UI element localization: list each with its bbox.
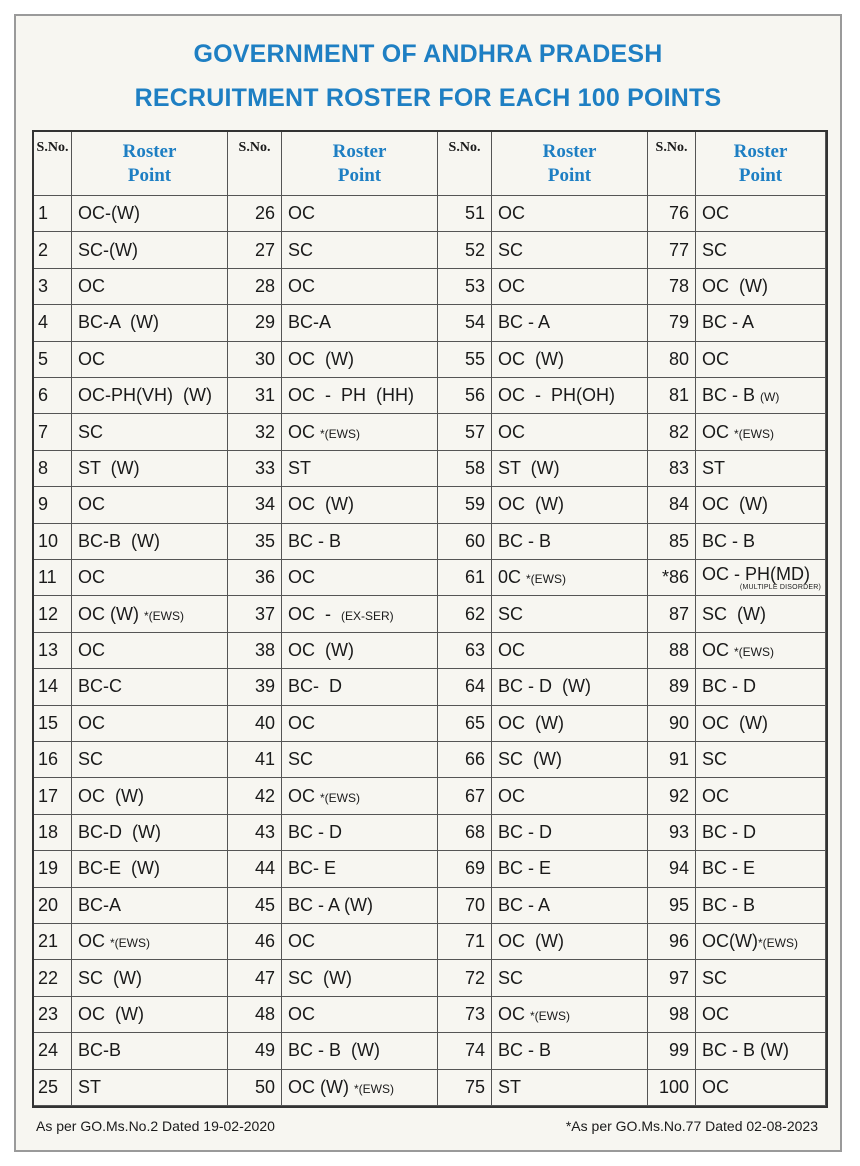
serial-number: 60 <box>438 524 492 560</box>
serial-number: 82 <box>648 414 696 450</box>
roster-point: SC (W) <box>492 742 648 778</box>
roster-point: OC - PH (HH) <box>282 378 438 414</box>
roster-point: BC - A <box>492 305 648 341</box>
roster-point: BC-A <box>282 305 438 341</box>
roster-point: OC <box>696 778 826 814</box>
serial-number: 98 <box>648 997 696 1033</box>
serial-number: 18 <box>34 815 72 851</box>
serial-number: 53 <box>438 269 492 305</box>
roster-point: OC *(EWS) <box>282 778 438 814</box>
serial-number: 97 <box>648 960 696 996</box>
roster-point: OC <box>72 487 228 523</box>
serial-number: 65 <box>438 706 492 742</box>
roster-point: OC <box>282 706 438 742</box>
roster-point: OC - PH(MD) (MULTIPLE DISORDER) <box>696 560 826 596</box>
roster-point: OC *(EWS) <box>282 414 438 450</box>
roster-point: BC - B <box>282 524 438 560</box>
serial-number: 92 <box>648 778 696 814</box>
serial-number: 96 <box>648 924 696 960</box>
roster-point: OC <box>492 633 648 669</box>
roster-point: SC (W) <box>696 596 826 632</box>
serial-number: 75 <box>438 1070 492 1106</box>
roster-point: BC - D <box>282 815 438 851</box>
serial-number: 72 <box>438 960 492 996</box>
roster-point: OC <box>492 414 648 450</box>
roster-point: OC(W)*(EWS) <box>696 924 826 960</box>
serial-number: 38 <box>228 633 282 669</box>
header-sno: S.No. <box>228 132 282 196</box>
roster-point: BC - D <box>696 669 826 705</box>
roster-point: SC (W) <box>72 960 228 996</box>
roster-point: BC-B (W) <box>72 524 228 560</box>
roster-point: SC <box>492 960 648 996</box>
roster-point: OC (W) <box>282 342 438 378</box>
serial-number: 8 <box>34 451 72 487</box>
serial-number: 67 <box>438 778 492 814</box>
roster-point: BC-C <box>72 669 228 705</box>
serial-number: 4 <box>34 305 72 341</box>
serial-number: 62 <box>438 596 492 632</box>
roster-point: OC <box>282 560 438 596</box>
serial-number: 36 <box>228 560 282 596</box>
roster-point: BC-B <box>72 1033 228 1069</box>
roster-point: BC - A (W) <box>282 888 438 924</box>
serial-number: 47 <box>228 960 282 996</box>
serial-number: 84 <box>648 487 696 523</box>
serial-number: 59 <box>438 487 492 523</box>
roster-point: SC <box>282 232 438 268</box>
roster-point: OC <box>696 1070 826 1106</box>
roster-point: OC (W) <box>282 487 438 523</box>
serial-number: 55 <box>438 342 492 378</box>
roster-point: SC <box>72 742 228 778</box>
serial-number: 78 <box>648 269 696 305</box>
serial-number: 5 <box>34 342 72 378</box>
header-sno: S.No. <box>648 132 696 196</box>
roster-point: ST (W) <box>492 451 648 487</box>
roster-point: BC- E <box>282 851 438 887</box>
roster-point-note: (MULTIPLE DISORDER) <box>739 584 821 592</box>
serial-number: 66 <box>438 742 492 778</box>
roster-point: 0C *(EWS) <box>492 560 648 596</box>
serial-number: 19 <box>34 851 72 887</box>
serial-number: 24 <box>34 1033 72 1069</box>
roster-page <box>14 14 842 1152</box>
roster-point: BC-A <box>72 888 228 924</box>
serial-number: 9 <box>34 487 72 523</box>
roster-point: BC - A <box>696 305 826 341</box>
serial-number: 70 <box>438 888 492 924</box>
serial-number: 56 <box>438 378 492 414</box>
roster-point: OC (W) <box>72 778 228 814</box>
roster-point: SC <box>696 960 826 996</box>
roster-point: OC *(EWS) <box>696 414 826 450</box>
serial-number: 30 <box>228 342 282 378</box>
serial-number: 69 <box>438 851 492 887</box>
roster-point: BC - E <box>696 851 826 887</box>
serial-number: 35 <box>228 524 282 560</box>
roster-point: OC (W) *(EWS) <box>72 596 228 632</box>
serial-number: 52 <box>438 232 492 268</box>
serial-number: 10 <box>34 524 72 560</box>
roster-table <box>32 130 828 1108</box>
serial-number: 13 <box>34 633 72 669</box>
serial-number: 33 <box>228 451 282 487</box>
roster-point: BC - D <box>492 815 648 851</box>
serial-number: 14 <box>34 669 72 705</box>
serial-number: 81 <box>648 378 696 414</box>
header-roster-point: Roster Point <box>72 132 228 196</box>
roster-point: BC - A <box>492 888 648 924</box>
roster-point: OC-(W) <box>72 196 228 232</box>
roster-point: ST (W) <box>72 451 228 487</box>
roster-point: BC-A (W) <box>72 305 228 341</box>
serial-number: 68 <box>438 815 492 851</box>
serial-number: 6 <box>34 378 72 414</box>
serial-number: 3 <box>34 269 72 305</box>
roster-point: OC (W) <box>282 633 438 669</box>
roster-point: BC - D <box>696 815 826 851</box>
roster-point: OC <box>696 342 826 378</box>
roster-point: OC <box>72 633 228 669</box>
roster-point: OC (W) *(EWS) <box>282 1070 438 1106</box>
roster-point: OC *(EWS) <box>696 633 826 669</box>
serial-number: 95 <box>648 888 696 924</box>
roster-point: BC - B <box>696 888 826 924</box>
roster-point: BC - B (W) <box>282 1033 438 1069</box>
serial-number: 77 <box>648 232 696 268</box>
roster-point: BC- D <box>282 669 438 705</box>
roster-point: OC <box>492 778 648 814</box>
roster-point: OC (W) <box>696 706 826 742</box>
roster-point: SC <box>696 232 826 268</box>
serial-number: 28 <box>228 269 282 305</box>
header-sno: S.No. <box>438 132 492 196</box>
roster-point: ST <box>696 451 826 487</box>
roster-point: BC - D (W) <box>492 669 648 705</box>
serial-number: 25 <box>34 1070 72 1106</box>
serial-number: 43 <box>228 815 282 851</box>
page-subtitle: RECRUITMENT ROSTER FOR EACH 100 POINTS <box>134 84 722 112</box>
serial-number: 44 <box>228 851 282 887</box>
roster-point: SC <box>492 232 648 268</box>
roster-point: OC (W) <box>696 269 826 305</box>
header-roster-point: Roster Point <box>492 132 648 196</box>
roster-point: BC - B <box>492 524 648 560</box>
roster-point: OC (W) <box>492 924 648 960</box>
roster-point: OC (W) <box>696 487 826 523</box>
serial-number: 20 <box>34 888 72 924</box>
serial-number: 7 <box>34 414 72 450</box>
serial-number: 87 <box>648 596 696 632</box>
serial-number: 100 <box>648 1070 696 1106</box>
roster-point: BC-E (W) <box>72 851 228 887</box>
serial-number: 2 <box>34 232 72 268</box>
serial-number: 57 <box>438 414 492 450</box>
serial-number: 45 <box>228 888 282 924</box>
roster-point: OC <box>72 342 228 378</box>
page-title: GOVERNMENT OF ANDHRA PRADESH <box>193 40 663 68</box>
roster-point: OC <box>72 269 228 305</box>
serial-number: 40 <box>228 706 282 742</box>
serial-number: 16 <box>34 742 72 778</box>
roster-point: BC - B (W) <box>696 1033 826 1069</box>
roster-point: OC <box>282 196 438 232</box>
serial-number: 61 <box>438 560 492 596</box>
roster-point: OC <box>72 560 228 596</box>
serial-number: 93 <box>648 815 696 851</box>
serial-number: 54 <box>438 305 492 341</box>
serial-number: 26 <box>228 196 282 232</box>
serial-number: 1 <box>34 196 72 232</box>
roster-point: OC <box>492 269 648 305</box>
roster-point: OC (W) <box>492 487 648 523</box>
serial-number: 64 <box>438 669 492 705</box>
roster-point: BC - B <box>492 1033 648 1069</box>
serial-number: 90 <box>648 706 696 742</box>
serial-number: 91 <box>648 742 696 778</box>
serial-number: 31 <box>228 378 282 414</box>
serial-number: 39 <box>228 669 282 705</box>
serial-number: 79 <box>648 305 696 341</box>
roster-point: OC (W) <box>492 706 648 742</box>
roster-point: OC <box>696 997 826 1033</box>
roster-point: OC <box>72 706 228 742</box>
roster-point: ST <box>72 1070 228 1106</box>
serial-number: 49 <box>228 1033 282 1069</box>
roster-point: BC - B (W) <box>696 378 826 414</box>
roster-point: OC *(EWS) <box>72 924 228 960</box>
serial-number: 73 <box>438 997 492 1033</box>
roster-point: ST <box>282 451 438 487</box>
roster-point: BC-D (W) <box>72 815 228 851</box>
serial-number: 12 <box>34 596 72 632</box>
serial-number: 83 <box>648 451 696 487</box>
serial-number: 76 <box>648 196 696 232</box>
serial-number: 48 <box>228 997 282 1033</box>
serial-number: 99 <box>648 1033 696 1069</box>
roster-point: ST <box>492 1070 648 1106</box>
roster-point: OC-PH(VH) (W) <box>72 378 228 414</box>
roster-point: OC (W) <box>492 342 648 378</box>
header-roster-point: Roster Point <box>282 132 438 196</box>
serial-number: 85 <box>648 524 696 560</box>
roster-point: SC-(W) <box>72 232 228 268</box>
roster-point: SC <box>696 742 826 778</box>
roster-point: SC <box>72 414 228 450</box>
serial-number: 46 <box>228 924 282 960</box>
serial-number: 41 <box>228 742 282 778</box>
serial-number: 88 <box>648 633 696 669</box>
roster-point: OC (W) <box>72 997 228 1033</box>
footnote-go-77: *As per GO.Ms.No.77 Dated 02-08-2023 <box>565 1118 818 1134</box>
roster-point: OC - PH(OH) <box>492 378 648 414</box>
serial-number: 34 <box>228 487 282 523</box>
serial-number: 51 <box>438 196 492 232</box>
serial-number: 89 <box>648 669 696 705</box>
serial-number: *86 <box>648 560 696 596</box>
serial-number: 27 <box>228 232 282 268</box>
roster-point: BC - B <box>696 524 826 560</box>
serial-number: 32 <box>228 414 282 450</box>
roster-point: SC <box>492 596 648 632</box>
serial-number: 74 <box>438 1033 492 1069</box>
serial-number: 94 <box>648 851 696 887</box>
serial-number: 21 <box>34 924 72 960</box>
serial-number: 23 <box>34 997 72 1033</box>
serial-number: 42 <box>228 778 282 814</box>
serial-number: 29 <box>228 305 282 341</box>
roster-point: OC <box>696 196 826 232</box>
serial-number: 58 <box>438 451 492 487</box>
serial-number: 80 <box>648 342 696 378</box>
serial-number: 71 <box>438 924 492 960</box>
roster-point: BC - E <box>492 851 648 887</box>
roster-point: SC <box>282 742 438 778</box>
serial-number: 11 <box>34 560 72 596</box>
roster-point: SC (W) <box>282 960 438 996</box>
roster-point: OC <box>282 924 438 960</box>
roster-point: OC - (EX-SER) <box>282 596 438 632</box>
roster-point: OC <box>282 269 438 305</box>
serial-number: 22 <box>34 960 72 996</box>
header-sno: S.No. <box>34 132 72 196</box>
header-roster-point: Roster Point <box>696 132 826 196</box>
serial-number: 63 <box>438 633 492 669</box>
footnote-go-2: As per GO.Ms.No.2 Dated 19-02-2020 <box>36 1118 275 1134</box>
serial-number: 37 <box>228 596 282 632</box>
roster-point: OC <box>492 196 648 232</box>
serial-number: 15 <box>34 706 72 742</box>
serial-number: 17 <box>34 778 72 814</box>
roster-point: OC *(EWS) <box>492 997 648 1033</box>
serial-number: 50 <box>228 1070 282 1106</box>
roster-point: OC <box>282 997 438 1033</box>
